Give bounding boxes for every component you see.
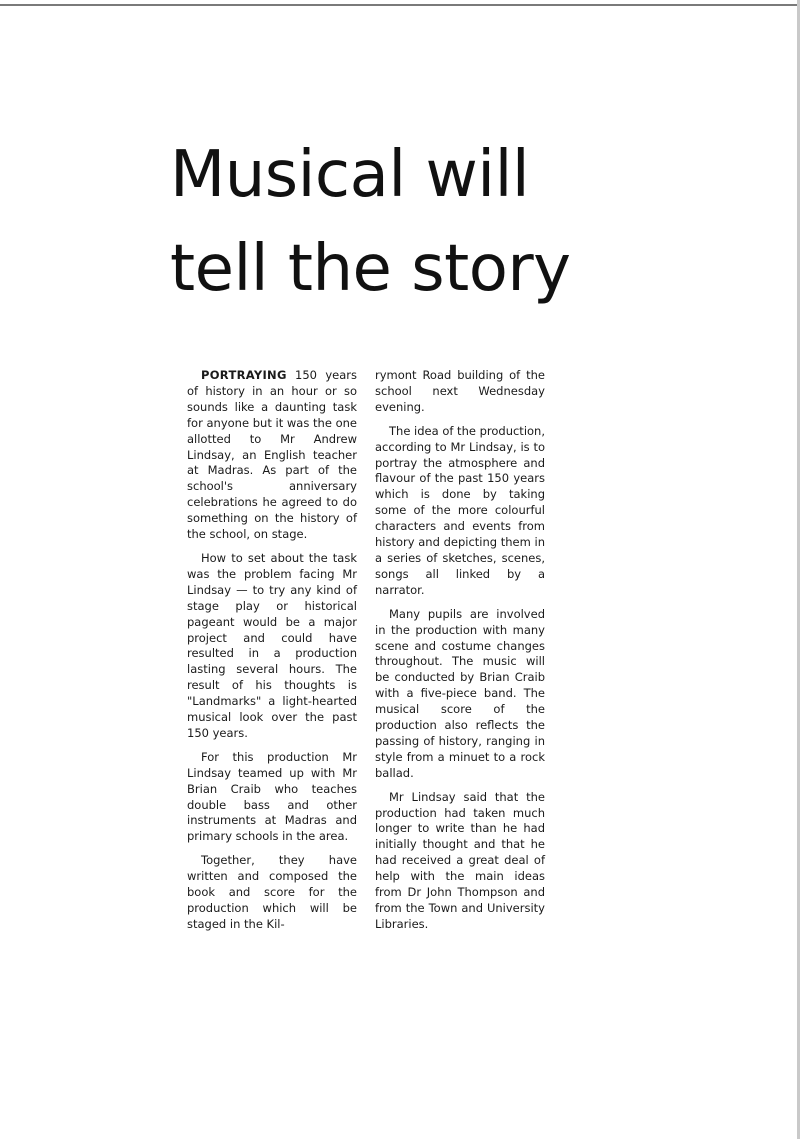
lead-text: 150 years of history in an hour or so sounds like a daunting task for anyone but it was the one allotted to Mr Andrew Lindsay, an English teacher at Madras. As part of the school's anniversary celebrations he agreed to do something on the history of the school, on stage.	[187, 368, 357, 542]
scan-top-rule	[0, 4, 800, 6]
article-paragraph: Mr Lindsay said that the production had taken much longer to write than he had initially thought and that he had received a great deal of help with the main ideas from Dr John Thompson and from the Town and University Libraries.	[375, 789, 545, 931]
article-paragraph: Many pupils are involved in the production with many scene and costume changes throughout. The music will be conducted by Brian Craib with a five-piece band. The musical score of the production also reflects the passing of history, ranging in style from a minuet to a rock ballad.	[375, 606, 545, 780]
article-paragraph: How to set about the task was the problem facing Mr Lindsay — to try any kind of stage play or historical pageant would be a major project and could have resulted in a production lasting several hours. The result of his thoughts is "Landmarks" a light-hearted musical look over the past 150 years.	[187, 550, 357, 740]
article-paragraph: The idea of the production, according to Mr Lindsay, is to portray the atmosphere and flavour of the past 150 years which is done by taking some of the more colourful characters and events from history and depicting them in a series of sketches, scenes, songs all linked by a narrator.	[375, 423, 545, 597]
headline-line-1: Musical will	[170, 138, 530, 212]
article-headline	[170, 128, 590, 316]
article-column-right	[375, 368, 545, 941]
article-paragraph: For this production Mr Lindsay teamed up with Mr Brian Craib who teaches double bass and other instruments at Madras and primary schools in the area.	[187, 749, 357, 844]
article-paragraph-lead	[187, 368, 357, 543]
headline-line-2: tell the story	[170, 232, 571, 306]
article-column-left	[187, 368, 357, 941]
article-paragraph-continued: rymont Road building of the school next Wednesday evening.	[375, 368, 545, 414]
article-paragraph: Together, they have written and composed the book and score for the production which will be staged in the Kil-	[187, 853, 357, 931]
lead-word: PORTRAYING	[201, 368, 287, 382]
